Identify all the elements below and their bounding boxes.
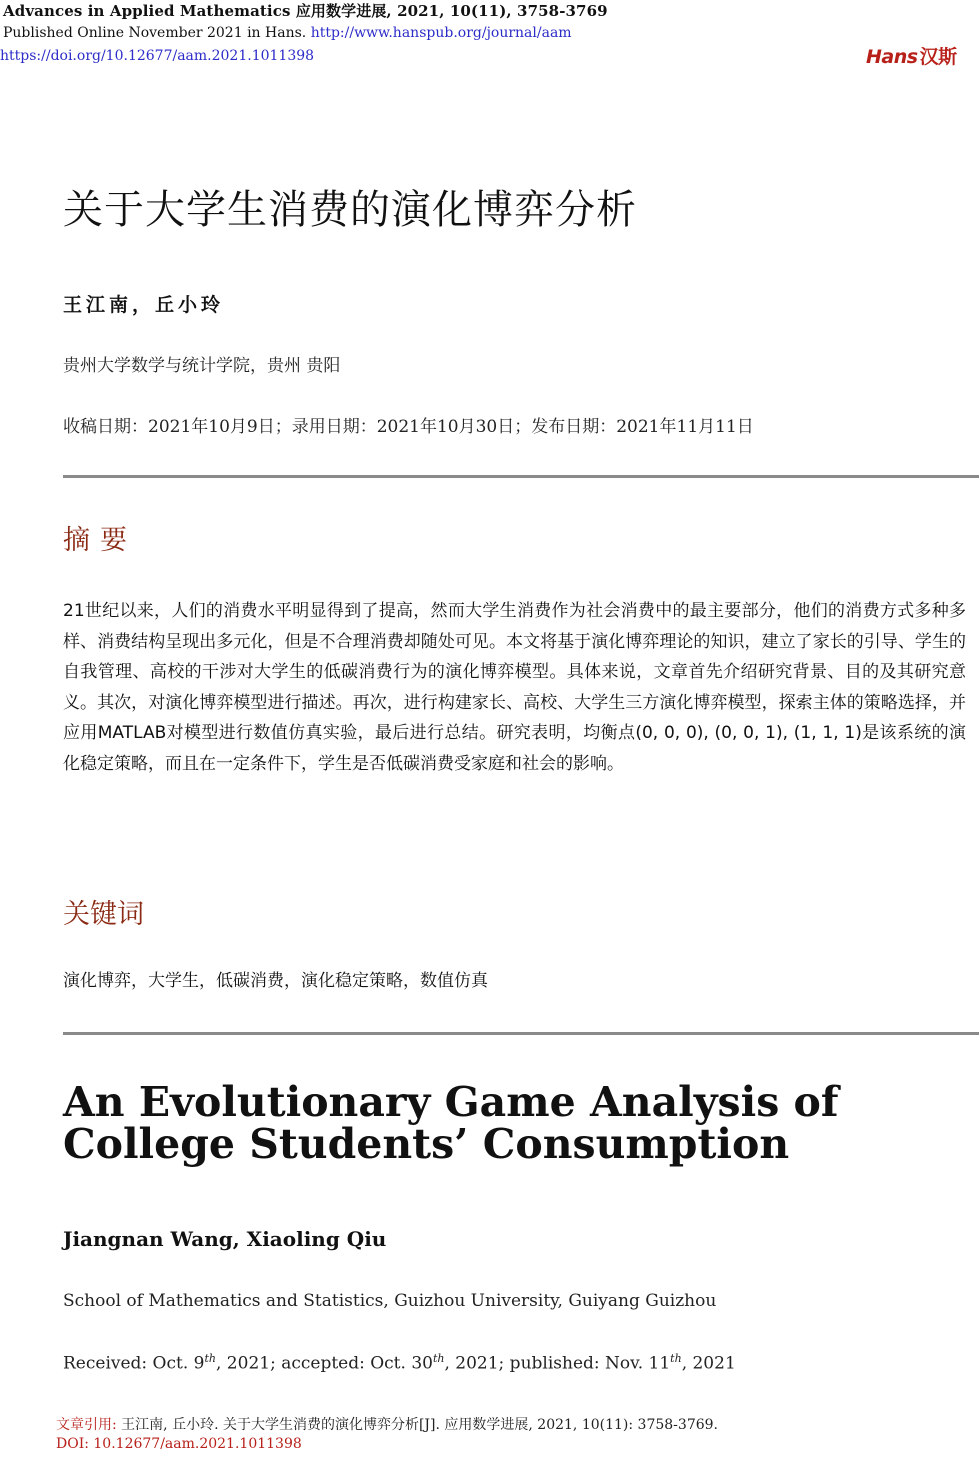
published-text: Published Online November 2021 in Hans.	[3, 25, 307, 41]
chinese-title: 关于大学生消费的演化博弈分析	[63, 187, 637, 233]
chinese-affiliation: 贵州大学数学与统计学院，贵州 贵阳	[63, 356, 341, 376]
logo-cjk: 汉斯	[919, 46, 957, 68]
abstract-heading: 摘要	[63, 525, 137, 556]
abstract-body: 21世纪以来，人们的消费水平明显得到了提高，然而大学生消费作为社会消费中的最主要部分，他们的消费方式多种多样、消费结构呈现出多元化，但是不合理消费却随处可见。本文将基于演化博弈理论的知识，建立了家长的引导、学生的自我管理、高校的干涉对大学生的低碳消费行为的演化博弈模型。具体来说，文章首先介绍研究背景、目的及其研究意义。其次，对演化博弈模型进行描述。再次，进行构建家长、高校、大学生三方演化博弈模型，探索主体的策略选择，并应用MATLAB对模型进行数值仿真实验，最后进行总结。研究表明，均衡点(0, 0, 0), (0, 0, 1), (1, 1, 1)是该系统的演化稳定策略，而且在一定条件下，学生是否低碳消费受家庭和社会的影响。	[63, 601, 966, 774]
received-date: Received: Oct. 9	[63, 1353, 205, 1374]
published-date: , 2021; published: Nov. 11	[444, 1353, 671, 1374]
journal-link[interactable]: http://www.hanspub.org/journal/aam	[310, 25, 572, 41]
keywords-body: 演化博弈，大学生，低碳消费，演化稳定策略，数值仿真	[63, 971, 488, 991]
english-authors: Jiangnan Wang, Xiaoling Qiu	[63, 1227, 387, 1251]
section-divider-top	[63, 475, 979, 478]
accepted-sup: th	[432, 1352, 445, 1365]
english-title	[63, 1078, 963, 1168]
section-divider-bottom	[63, 1032, 979, 1035]
published-sup: th	[670, 1352, 682, 1365]
logo-latin: Hans	[866, 46, 918, 68]
english-dates	[63, 1352, 736, 1374]
english-title-line-1: An Evolutionary Game Analysis of	[63, 1078, 839, 1126]
chinese-dates: 收稿日期：2021年10月9日；录用日期：2021年10月30日；发布日期：2021年11月11日	[63, 417, 754, 437]
citation-text: 王江南, 丘小玲. 关于大学生消费的演化博弈分析[J]. 应用数学进展, 2021, 10(11): 3758-3769.	[116, 1417, 718, 1433]
hans-logo	[866, 42, 957, 69]
chinese-authors: 王江南，丘小玲	[63, 294, 225, 316]
dates-suffix: , 2021	[681, 1353, 736, 1374]
english-affiliation: School of Mathematics and Statistics, Guizhou University, Guiyang Guizhou	[63, 1291, 717, 1311]
doi-link[interactable]: https://doi.org/10.12677/aam.2021.1011398	[0, 48, 315, 64]
footer-doi[interactable]: DOI: 10.12677/aam.2021.1011398	[56, 1436, 302, 1452]
received-sup: th	[204, 1352, 216, 1365]
publication-line	[3, 25, 572, 41]
citation	[56, 1414, 718, 1434]
english-title-line-2: College Students’ Consumption	[63, 1120, 790, 1168]
citation-label: 文章引用:	[56, 1417, 117, 1433]
keywords-heading: 关键词	[63, 899, 144, 930]
journal-header: Advances in Applied Mathematics 应用数学进展, 2021, 10(11), 3758-3769	[3, 2, 608, 20]
accepted-date: , 2021; accepted: Oct. 30	[216, 1353, 433, 1374]
